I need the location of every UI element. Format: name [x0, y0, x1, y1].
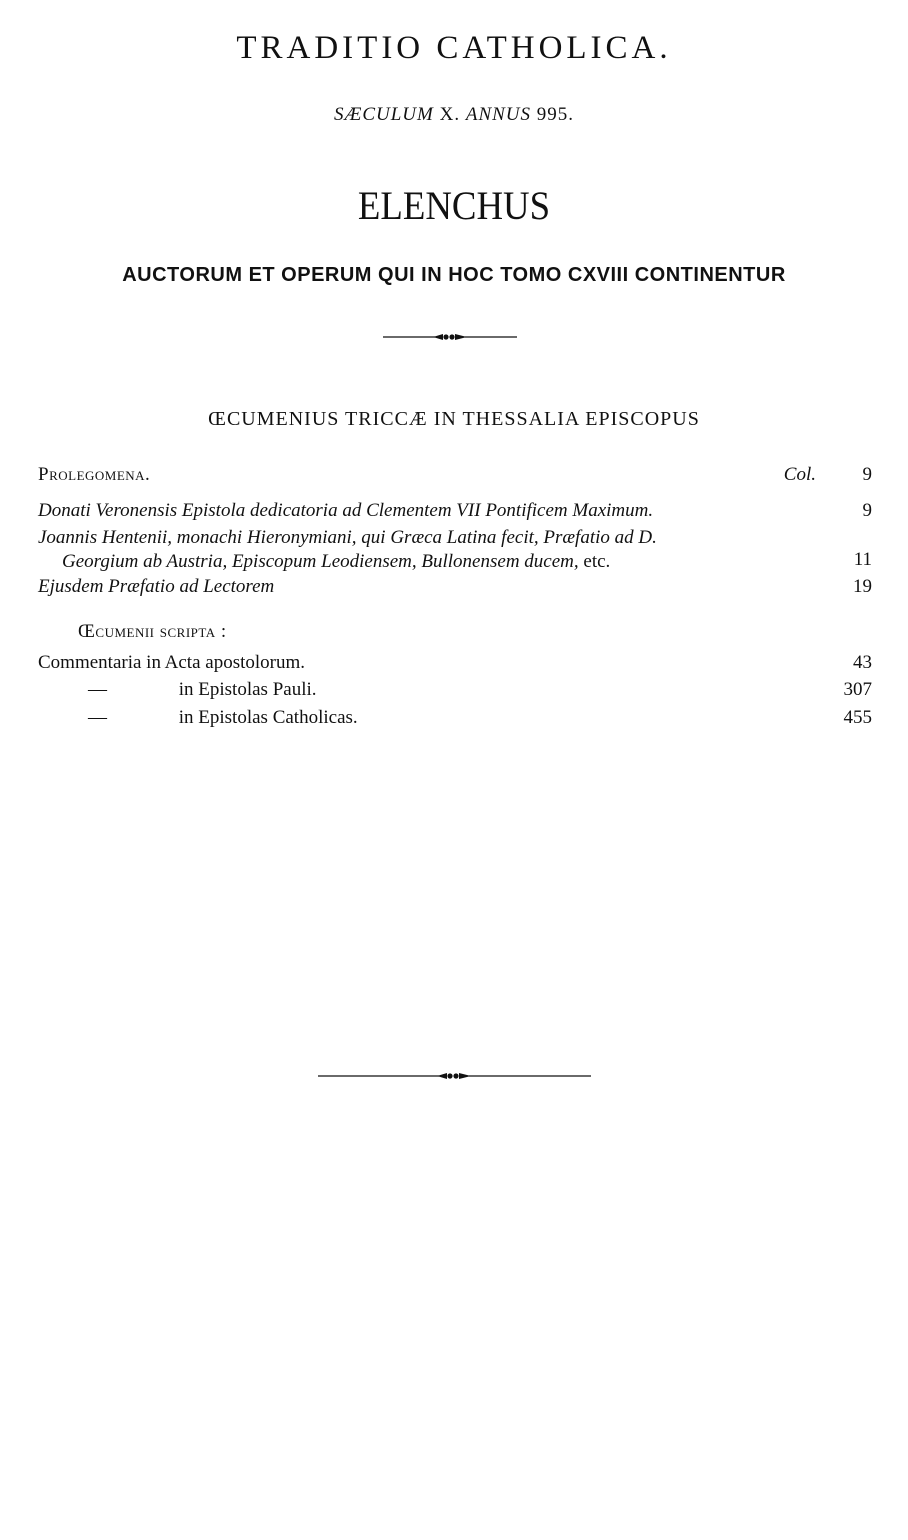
header-century: X. [439, 104, 461, 125]
header-subtitle [0, 104, 908, 126]
toc-entry-number: 9 [862, 464, 872, 485]
work-entry [38, 706, 872, 730]
page-subtitle: AUCTORUM ET OPERUM QUI IN HOC TOMO CXVIII CONTINENTUR [122, 264, 786, 286]
author-heading: ŒCUMENIUS TRICCÆ IN THESSALIA EPISCOPUS [208, 408, 700, 430]
section-label-oecumenii [38, 620, 908, 644]
header-annus: ANNUS [465, 104, 532, 125]
header-year: 995. [536, 104, 575, 125]
col-label: Col. [783, 464, 816, 485]
page-title: ELENCHUS [357, 183, 551, 228]
ornament-divider-top [383, 331, 517, 343]
work-number: 455 [843, 707, 872, 728]
section-label: Œcumenii scripta : [78, 621, 227, 642]
work-title: in Epistolas Pauli. [178, 679, 317, 700]
toc-entry-title: Ejusdem Præfatio ad Lectorem [38, 576, 275, 597]
work-title: in Acta apostolorum. [146, 652, 306, 673]
toc-entry-title-line2-wrap [38, 550, 872, 574]
work-prefix: — [88, 707, 107, 728]
header-title: TRADITIO CATHOLICA. [236, 30, 672, 66]
toc-entry-title: Donati Veronensis Epistola dedicatoria ad Clementem VII Pontificem Maximum. [38, 500, 654, 521]
toc-entry-ejusdem [38, 575, 872, 599]
work-entry [38, 678, 872, 702]
toc-entry-number: 11 [853, 549, 872, 570]
ornament-divider-bottom [318, 1070, 591, 1082]
toc-entry-hentenii [38, 526, 872, 574]
work-prefix: — [88, 679, 107, 700]
work-number: 307 [843, 679, 872, 700]
toc-entry-number: 19 [853, 576, 872, 597]
work-title: in Epistolas Catholicas. [178, 707, 358, 728]
toc-entry-title-line1: Joannis Hentenii, monachi Hieronymiani, qui Græca Latina fecit, Præfatio ad D. [38, 527, 657, 548]
toc-entry-prolegomena [38, 463, 872, 487]
toc-entry-title-etc: etc. [583, 551, 611, 572]
work-prefix: Commentaria [38, 652, 142, 673]
header-saeculum: SÆCULUM [333, 104, 434, 125]
work-number: 43 [853, 652, 872, 673]
toc-entry-title-line2: Georgium ab Austria, Episcopum Leodiensem, Bullonensem ducem, [62, 551, 579, 572]
toc-entry-title: Prolegomena. [38, 464, 151, 485]
work-entry [38, 651, 872, 675]
toc-entry-donati [38, 499, 872, 523]
toc-entry-number: 9 [862, 500, 872, 521]
